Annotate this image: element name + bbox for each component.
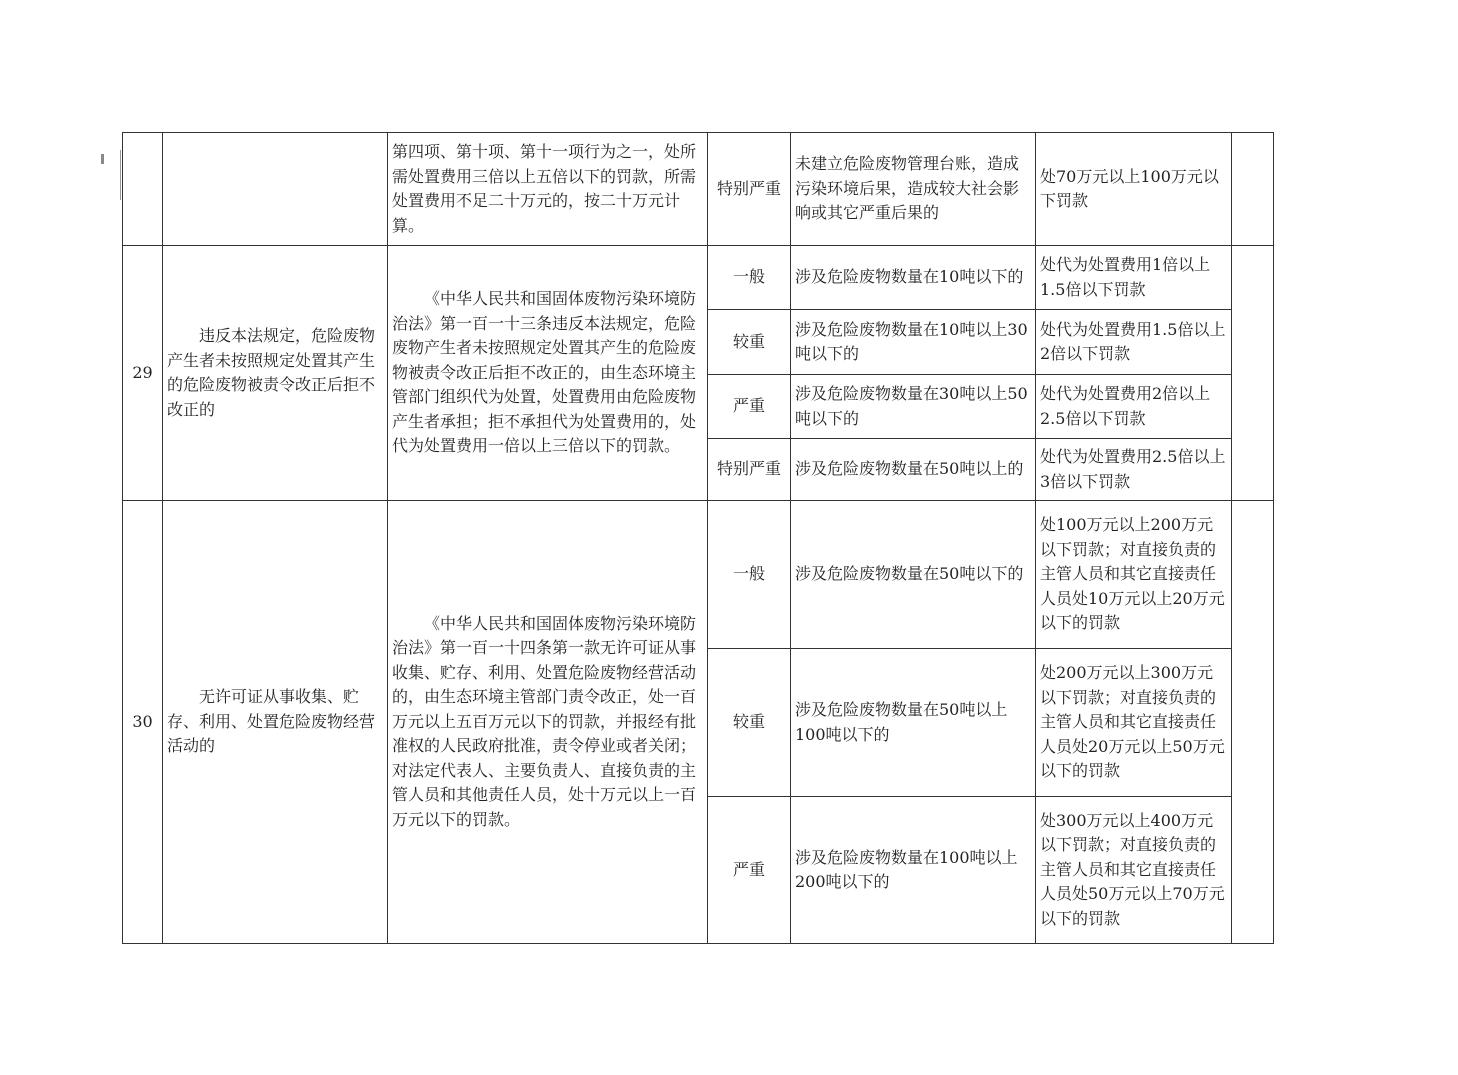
penalty-standard: 处代为处置费用2.5倍以上3倍以下罚款 <box>1036 439 1232 501</box>
margin-mark <box>101 154 104 164</box>
table-row <box>123 133 1274 246</box>
violation-condition: 涉及危险废物数量在10吨以下的 <box>791 246 1036 310</box>
violation-condition: 涉及危险废物数量在50吨以上的 <box>791 439 1036 501</box>
severity-grade: 较重 <box>708 310 791 375</box>
violation-condition: 涉及危险废物数量在100吨以上200吨以下的 <box>791 797 1036 944</box>
violation-condition: 涉及危险废物数量在50吨以上100吨以下的 <box>791 649 1036 797</box>
margin-bar <box>120 150 121 200</box>
severity-grade: 一般 <box>708 246 791 310</box>
violation-description: 无许可证从事收集、贮存、利用、处置危险废物经营活动的 <box>163 501 388 944</box>
remarks-cell <box>1232 501 1274 944</box>
penalty-standard: 处100万元以上200万元以下罚款；对直接负责的主管人员和其它直接责任人员处10万元以上20万元以下的罚款 <box>1036 501 1232 649</box>
severity-grade: 较重 <box>708 649 791 797</box>
penalty-table <box>122 132 1274 944</box>
legal-basis: 第四项、第十项、第十一项行为之一，处所需处置费用三倍以上五倍以下的罚款，所需处置费用不足二十万元的，按二十万元计算。 <box>388 133 708 246</box>
penalty-standard: 处代为处置费用1倍以上1.5倍以下罚款 <box>1036 246 1232 310</box>
violation-condition: 涉及危险废物数量在50吨以下的 <box>791 501 1036 649</box>
remarks-cell <box>1232 133 1274 246</box>
severity-grade: 特别严重 <box>708 133 791 246</box>
violation-condition: 涉及危险废物数量在30吨以上50吨以下的 <box>791 375 1036 439</box>
penalty-standard: 处70万元以上100万元以下罚款 <box>1036 133 1232 246</box>
row-number <box>123 133 163 246</box>
violation-description <box>163 133 388 246</box>
table-row <box>123 246 1274 310</box>
table-row <box>123 501 1274 649</box>
severity-grade: 严重 <box>708 797 791 944</box>
violation-condition: 未建立危险废物管理台账，造成污染环境后果，造成较大社会影响或其它严重后果的 <box>791 133 1036 246</box>
legal-basis: 《中华人民共和国固体废物污染环境防治法》第一百一十四条第一款无许可证从事收集、贮存、利用、处置危险废物经营活动的，由生态环境主管部门责令改正，处一百万元以上五百万元以下的罚款，并报经有批准权的人民政府批准，责令停业或者关闭；对法定代表人、主要负责人、直接负责的主管人员和其他责任人员，处十万元以上一百万元以下的罚款。 <box>388 501 708 944</box>
severity-grade: 特别严重 <box>708 439 791 501</box>
severity-grade: 一般 <box>708 501 791 649</box>
row-number: 30 <box>123 501 163 944</box>
row-number: 29 <box>123 246 163 501</box>
violation-condition: 涉及危险废物数量在10吨以上30吨以下的 <box>791 310 1036 375</box>
penalty-standard: 处200万元以上300万元以下罚款；对直接负责的主管人员和其它直接责任人员处20万元以上50万元以下的罚款 <box>1036 649 1232 797</box>
legal-basis: 《中华人民共和国固体废物污染环境防治法》第一百一十三条违反本法规定，危险废物产生者未按照规定处置其产生的危险废物被责令改正后拒不改正的，由生态环境主管部门组织代为处置，处置费用由危险废物产生者承担；拒不承担代为处置费用的，处代为处置费用一倍以上三倍以下的罚款。 <box>388 246 708 501</box>
penalty-standard: 处300万元以上400万元以下罚款；对直接负责的主管人员和其它直接责任人员处50万元以上70万元以下的罚款 <box>1036 797 1232 944</box>
penalty-standard: 处代为处置费用2倍以上2.5倍以下罚款 <box>1036 375 1232 439</box>
severity-grade: 严重 <box>708 375 791 439</box>
remarks-cell <box>1232 246 1274 501</box>
violation-description: 违反本法规定，危险废物产生者未按照规定处置其产生的危险废物被责令改正后拒不改正的 <box>163 246 388 501</box>
penalty-standard: 处代为处置费用1.5倍以上2倍以下罚款 <box>1036 310 1232 375</box>
